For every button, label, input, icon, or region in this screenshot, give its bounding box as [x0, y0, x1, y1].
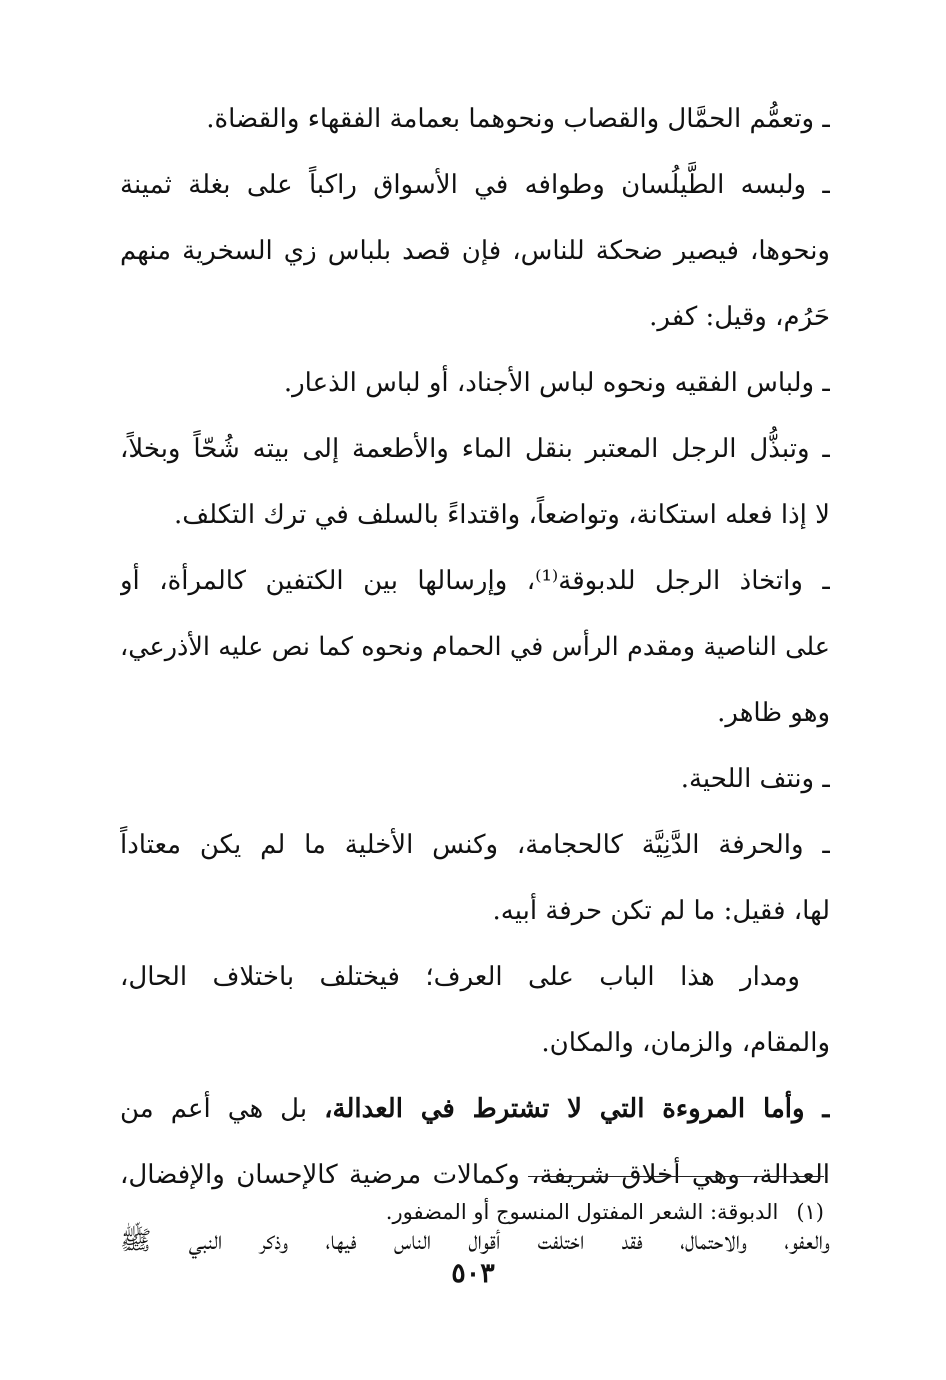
text-line: ـ ولباس الفقيه ونحوه لباس الأجناد، أو لباس الذعار. [283, 368, 830, 398]
page-number: ٥٠٣ [451, 1258, 495, 1289]
text-line: حَرُم، وقيل: كفر. [649, 302, 830, 332]
text-line: ومدار هذا الباب على العرف؛ فيختلف باختلاف الحال، [120, 962, 800, 992]
text-line: والمقام، والزمان، والمكان. [541, 1028, 830, 1058]
footnote-separator [528, 1176, 824, 1177]
text-line-rest: بل هي أعم من [120, 1094, 308, 1124]
text-line: ـ واتخاذ الرجل للدبوقة⁽¹⁾، وإرسالها بين الكتفين كالمرأة، أو [120, 566, 830, 596]
footnote-number: (١) [796, 1200, 824, 1224]
text-line: ـ والحرفة الدَّنِيَّة كالحجامة، وكنس الأخلية ما لم يكن معتاداً [120, 830, 830, 860]
footnote-text: الدبوقة: الشعر المفتول المنسوج أو المضفور. [385, 1200, 779, 1224]
text-line: ـ ولبسه الطَّيلُسان وطوافه في الأسواق راكباً على بغلة ثمينة [120, 170, 830, 200]
text-line: ـ وتبذُّل الرجل المعتبر بنقل الماء والأطعمة إلى بيته شُحّاً وبخلاً، [120, 434, 830, 464]
text-line: ـ ونتف اللحية. [680, 764, 830, 794]
text-line: والعفو، والاحتمال، فقد اختلفت أقوال الناس فيها، وذكر النبي ﷺ [120, 1226, 830, 1256]
bold-heading-phrase: ـ وأما المروءة التي لا تشترط في العدالة، [324, 1094, 830, 1124]
text-line-with-bold [120, 1076, 830, 1142]
main-text [120, 86, 830, 1274]
text-line: لا إذا فعله استكانة، وتواضعاً، واقتداءً بالسلف في ترك التكلف. [173, 500, 830, 530]
text-line: لها، فقيل: ما لم تكن حرفة أبيه. [492, 896, 830, 926]
text-line: ـ وتعمُّم الحمَّال والقصاب ونحوهما بعمامة الفقهاء والقضاة. [206, 104, 830, 134]
text-line: ونحوها، فيصير ضحكة للناس، فإن قصد بلباس زي السخرية منهم [120, 236, 830, 266]
text-line: وهو ظاهر. [717, 698, 830, 728]
footnote [300, 1192, 824, 1232]
text-line: العدالة، وهي أخلاق شريفة، وكمالات مرضية كالإحسان والإفضال، [120, 1160, 830, 1190]
text-line: على الناصية ومقدم الرأس في الحمام ونحوه كما نص عليه الأذرعي، [120, 632, 830, 662]
